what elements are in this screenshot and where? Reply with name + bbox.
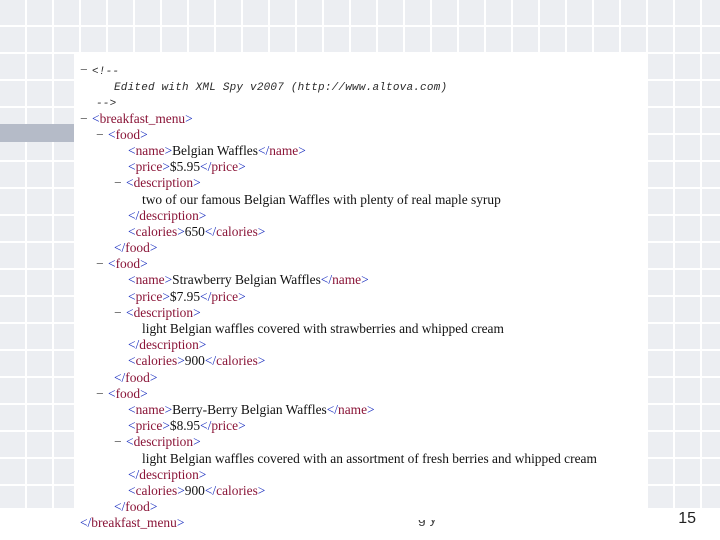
xml-name-line: <name>Berry-Berry Belgian Waffles</name> bbox=[128, 401, 375, 417]
collapse-toggle-icon[interactable]: − bbox=[80, 110, 88, 126]
food-price: $5.95 bbox=[169, 159, 201, 175]
xml-root-open: − <breakfast_menu> bbox=[80, 110, 193, 126]
xml-tag-name: calories bbox=[216, 223, 258, 239]
food-calories: 650 bbox=[184, 223, 205, 239]
xml-tag-name: name bbox=[135, 142, 165, 158]
xml-tag-name: name bbox=[135, 272, 165, 288]
xml-food-open: − <food> bbox=[96, 126, 148, 142]
xml-tag-name: name bbox=[338, 401, 368, 417]
xml-tag-name: food bbox=[115, 256, 141, 272]
xml-price-line: <price>$8.95</price> bbox=[128, 418, 246, 434]
xml-description-close: </description> bbox=[128, 337, 207, 353]
xml-name-line: <name>Strawberry Belgian Waffles</name> bbox=[128, 272, 369, 288]
xml-description-close: </description> bbox=[128, 207, 207, 223]
xml-calories-line: <calories>900</calories> bbox=[128, 482, 266, 498]
xml-food-close: </food> bbox=[114, 499, 158, 515]
xml-tag-name: description bbox=[139, 466, 199, 482]
xml-tag-name: food bbox=[115, 385, 141, 401]
food-calories: 900 bbox=[184, 482, 205, 498]
xml-description-open: − <description> bbox=[114, 304, 201, 320]
xml-description-open: − <description> bbox=[114, 434, 201, 450]
food-price: $8.95 bbox=[169, 418, 201, 434]
xml-tag-name: description bbox=[133, 175, 194, 191]
xml-tag-name: calories bbox=[135, 353, 178, 369]
xml-tag-name: description bbox=[139, 207, 199, 223]
collapse-toggle-icon[interactable]: − bbox=[114, 434, 122, 450]
slide-number: 15 bbox=[678, 510, 696, 527]
xml-tag-name: breakfast_menu bbox=[99, 110, 186, 126]
xml-food-close: </food> bbox=[114, 369, 158, 385]
xml-food-close: </food> bbox=[114, 240, 158, 256]
xml-tag-name: description bbox=[133, 304, 194, 320]
xml-tag-name: calories bbox=[216, 482, 258, 498]
xml-name-line: <name>Belgian Waffles</name> bbox=[128, 142, 306, 158]
xml-description-close: </description> bbox=[128, 466, 207, 482]
xml-calories-line: <calories>900</calories> bbox=[128, 353, 266, 369]
xml-tag-name: name bbox=[332, 272, 362, 288]
food-description: light Belgian waffles covered with an assortment of fresh berries and whipped cream bbox=[142, 450, 597, 466]
xml-tree-view bbox=[74, 54, 646, 531]
xml-comment-open bbox=[80, 62, 646, 78]
collapse-toggle-icon[interactable]: − bbox=[96, 256, 104, 272]
xml-tag-name: description bbox=[139, 337, 199, 353]
xml-description-text bbox=[80, 321, 646, 337]
xml-tag-name: price bbox=[135, 159, 163, 175]
xml-tag-name: price bbox=[211, 159, 239, 175]
xml-tag-name: food bbox=[125, 369, 150, 385]
xml-tag-name: calories bbox=[135, 482, 178, 498]
collapse-toggle-icon[interactable]: − bbox=[114, 175, 122, 191]
xml-tag-name: name bbox=[135, 401, 165, 417]
xml-food-open: − <food> bbox=[96, 385, 148, 401]
food-name: Belgian Waffles bbox=[172, 142, 258, 158]
food-price: $7.95 bbox=[169, 288, 201, 304]
xml-description-open: − <description> bbox=[114, 175, 201, 191]
collapse-toggle-icon[interactable]: − bbox=[80, 62, 88, 77]
xml-tag-name: calories bbox=[216, 353, 258, 369]
xml-tag-name: price bbox=[135, 418, 163, 434]
xml-tag-name: breakfast_menu bbox=[91, 515, 177, 531]
xml-tag-name: description bbox=[133, 434, 194, 450]
collapse-toggle-icon[interactable]: − bbox=[96, 126, 104, 142]
collapse-toggle-icon[interactable]: − bbox=[96, 385, 104, 401]
xml-tag-name: price bbox=[211, 418, 239, 434]
xml-price-line: <price>$5.95</price> bbox=[128, 159, 246, 175]
xml-tag-name: name bbox=[269, 142, 299, 158]
xml-tag-name: price bbox=[135, 288, 163, 304]
collapse-toggle-icon[interactable]: − bbox=[114, 304, 122, 320]
xml-price-line: <price>$7.95</price> bbox=[128, 288, 246, 304]
xml-description-text bbox=[80, 192, 646, 208]
xml-comment-text bbox=[80, 78, 646, 94]
food-description: two of our famous Belgian Waffles with plenty of real maple syrup bbox=[142, 191, 501, 207]
xml-tag-name: food bbox=[115, 126, 141, 142]
xml-comment-delimiter: --> bbox=[96, 98, 117, 111]
xml-description-text bbox=[80, 451, 646, 467]
xml-food-open: − <food> bbox=[96, 256, 148, 272]
food-name: Strawberry Belgian Waffles bbox=[172, 272, 321, 288]
xml-tag-name: food bbox=[125, 499, 150, 515]
xml-comment-delimiter: <!-- bbox=[92, 66, 120, 78]
food-description: light Belgian waffles covered with strawberries and whipped cream bbox=[142, 321, 504, 336]
xml-comment-text: Edited with XML Spy v2007 (http://www.altova.com) bbox=[114, 82, 448, 95]
xml-tag-name: calories bbox=[135, 223, 178, 239]
xml-calories-line: <calories>650</calories> bbox=[128, 223, 266, 239]
food-calories: 900 bbox=[184, 353, 205, 369]
xml-tag-name: price bbox=[211, 288, 239, 304]
xml-root-close: </breakfast_menu> bbox=[80, 515, 185, 531]
food-name: Berry-Berry Belgian Waffles bbox=[172, 401, 327, 417]
xml-tag-name: food bbox=[125, 240, 150, 256]
xml-comment-close bbox=[80, 94, 646, 110]
